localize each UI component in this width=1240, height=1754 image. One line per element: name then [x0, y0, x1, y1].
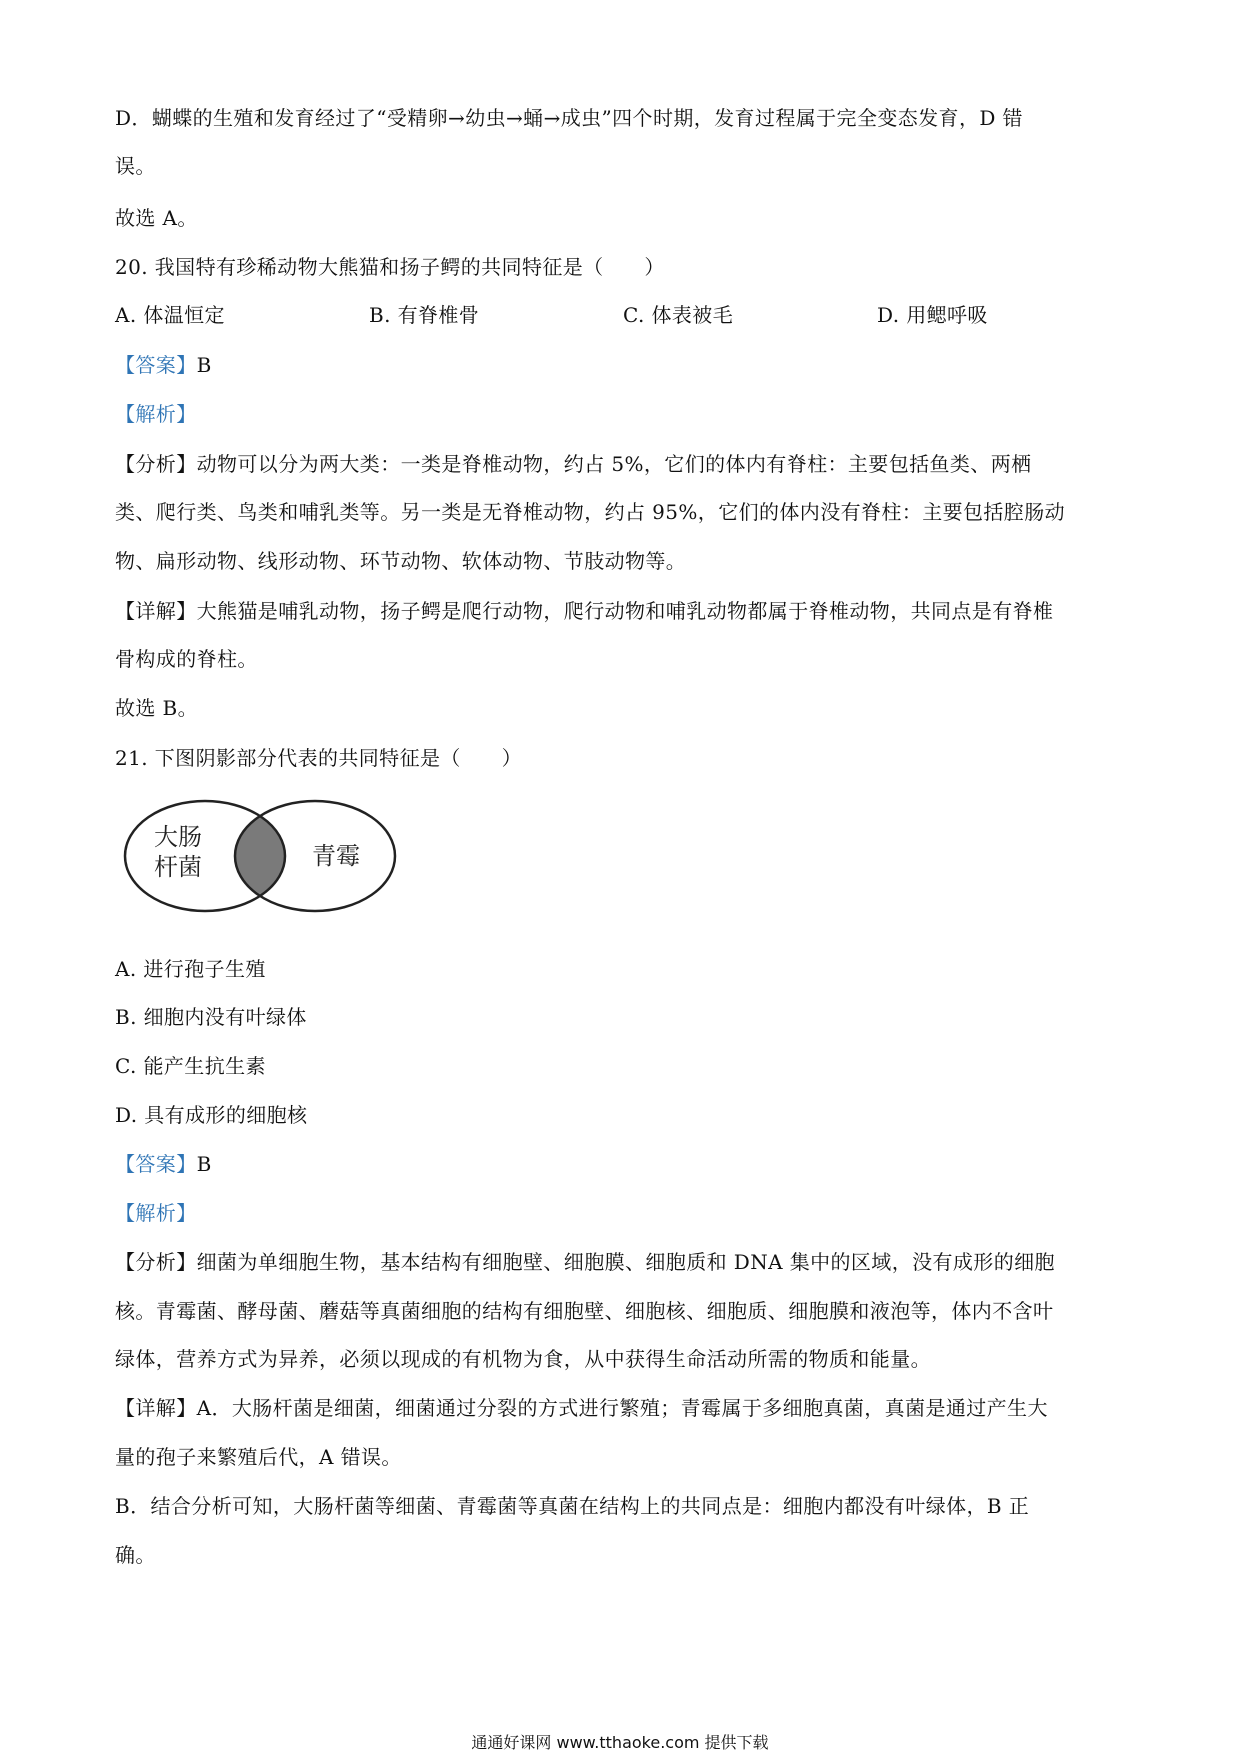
venn-left-label-2: 杆菌 — [154, 853, 202, 881]
text-line-content: A．大肠杆菌是细菌，细菌通过分裂的方式进行繁殖；青霉属于多细胞真菌，真菌是通过产生大 — [196, 1396, 1048, 1420]
q21-option-d: D. 具有成形的细胞核 — [115, 1103, 308, 1127]
question-20-stem: 20. 我国特有珍稀动物大熊猫和扬子鳄的共同特征是（ ） — [115, 255, 665, 279]
q20-option-a: A. 体温恒定 — [115, 303, 225, 327]
q20-option-c: C. 体表被毛 — [623, 303, 734, 327]
xiangjie-tag: 【详解】 — [115, 1396, 197, 1420]
answer-line — [115, 1150, 1140, 1178]
text-line: 误。 — [115, 154, 156, 178]
text-line: 核。青霉菌、酵母菌、蘑菇等真菌细胞的结构有细胞壁、细胞核、细胞质、细胞膜和液泡等，体内不含叶 — [115, 1299, 1054, 1323]
answer-tag: 【答案】 — [115, 353, 197, 377]
answer-value: B — [196, 1152, 212, 1176]
text-line-content: 大熊猫是哺乳动物，扬子鳄是爬行动物，爬行动物和哺乳动物都属于脊椎动物，共同点是有脊椎 — [196, 599, 1054, 623]
text-line: B．结合分析可知，大肠杆菌等细菌、青霉菌等真菌在结构上的共同点是：细胞内都没有叶绿体，B 正 — [115, 1494, 1030, 1518]
analysis-tag: 【解析】 — [115, 1201, 197, 1225]
q21-option-c: C. 能产生抗生素 — [115, 1054, 266, 1078]
answer-tag: 【答案】 — [115, 1152, 197, 1176]
q21-option-b: B. 细胞内没有叶绿体 — [115, 1005, 307, 1029]
xiangjie-tag: 【详解】 — [115, 599, 197, 623]
text-line — [115, 1394, 1140, 1422]
answer-line — [115, 351, 1140, 379]
text-line: 物、扁形动物、线形动物、环节动物、软体动物、节肢动物等。 — [115, 549, 687, 573]
text-line: D．蝴蝶的生殖和发育经过了“受精卵→幼虫→蛹→成虫”四个时期，发育过程属于完全变态发育，D 错 — [115, 106, 1023, 130]
analysis-tag: 【解析】 — [115, 402, 197, 426]
text-line: 骨构成的脊柱。 — [115, 647, 258, 671]
text-line-content: 细菌为单细胞生物，基本结构有细胞壁、细胞膜、细胞质和 DNA 集中的区域，没有成形的细胞 — [196, 1250, 1055, 1274]
fenxi-tag: 【分析】 — [115, 1250, 197, 1274]
text-line — [115, 597, 1140, 625]
venn-right-label: 青霉 — [312, 842, 360, 870]
fenxi-tag: 【分析】 — [115, 452, 197, 476]
q21-option-a: A. 进行孢子生殖 — [115, 957, 266, 981]
q20-option-d: D. 用鳃呼吸 — [877, 303, 988, 327]
text-line: 故选 B。 — [115, 696, 199, 720]
text-line — [115, 450, 1140, 478]
text-line — [115, 1248, 1140, 1276]
venn-diagram — [120, 795, 400, 917]
text-line: 确。 — [115, 1543, 156, 1567]
venn-left-label-1: 大肠 — [154, 823, 202, 851]
text-line: 量的孢子来繁殖后代，A 错误。 — [115, 1445, 402, 1469]
question-21-stem: 21. 下图阴影部分代表的共同特征是（ ） — [115, 746, 522, 770]
answer-value: B — [196, 353, 212, 377]
q20-option-b: B. 有脊椎骨 — [369, 303, 480, 327]
text-line: 故选 A。 — [115, 206, 198, 230]
page-footer: 通通好课网 www.tthaoke.com 提供下载 — [471, 1733, 769, 1752]
text-line-content: 动物可以分为两大类：一类是脊椎动物，约占 5%，它们的体内有脊柱：主要包括鱼类、两栖 — [196, 452, 1032, 476]
text-line: 绿体，营养方式为异养，必须以现成的有机物为食，从中获得生命活动所需的物质和能量。 — [115, 1347, 931, 1371]
text-line: 类、爬行类、鸟类和哺乳类等。另一类是无脊椎动物，约占 95%，它们的体内没有脊柱：主要包括腔肠动 — [115, 500, 1066, 524]
